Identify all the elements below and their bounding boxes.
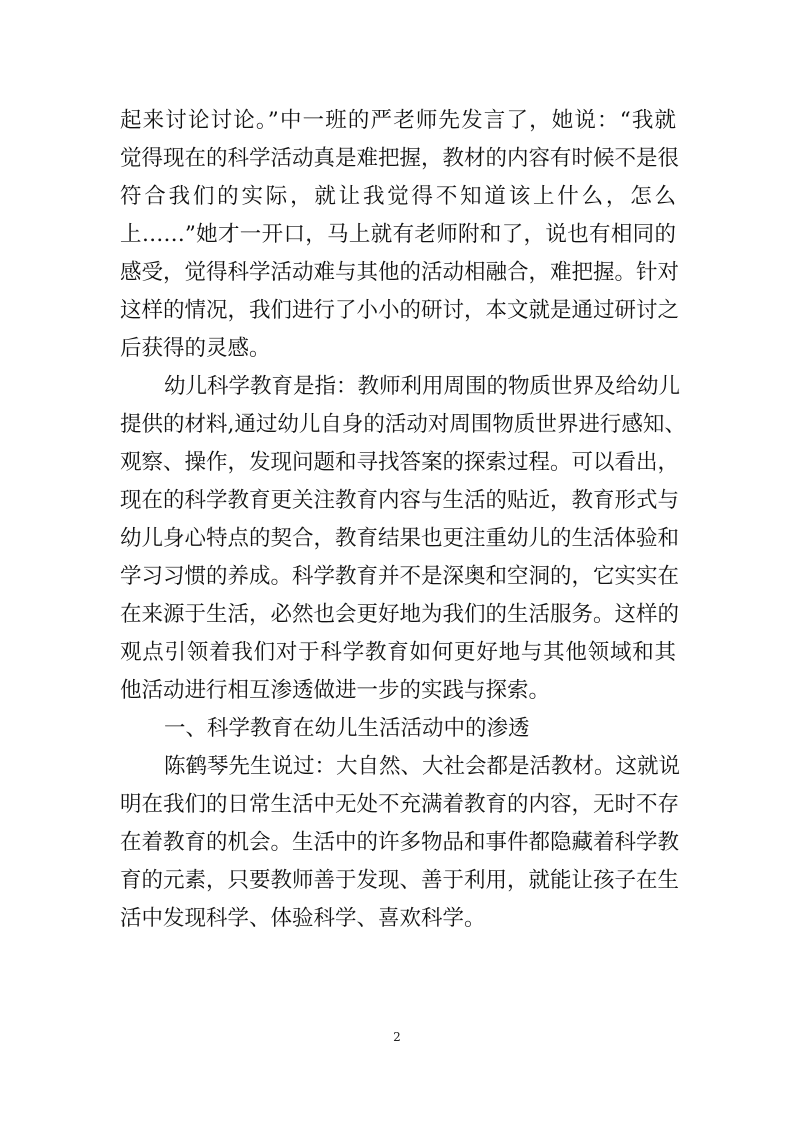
text-line: 后获得的灵感。 xyxy=(120,336,271,361)
text-line: 活中发现科学、体验科学、喜欢科学。 xyxy=(120,906,486,931)
text-line: 陈鹤琴先生说过：大自然、大社会都是活教材。这就说 xyxy=(164,754,681,779)
text-line: 提供的材料,通过幼儿自身的活动对周围物质世界进行感知、 xyxy=(120,412,686,437)
text-line: 符合我们的实际，就让我觉得不知道该上什么，怎么 xyxy=(120,184,676,209)
text-line: 观察、操作，发现问题和寻找答案的探索过程。可以看出， xyxy=(120,450,680,475)
text-line: 这样的情况，我们进行了小小的研讨，本文就是通过研讨之 xyxy=(120,298,680,323)
text-line: 一、科学教育在幼儿生活活动中的渗透 xyxy=(164,716,530,741)
text-line: 在着教育的机会。生活中的许多物品和事件都隐藏着科学教 xyxy=(120,830,680,855)
text-line: 明在我们的日常生活中无处不充满着教育的内容，无时不存 xyxy=(120,792,680,817)
text-line: 在来源于生活，必然也会更好地为我们的生活服务。这样的 xyxy=(120,602,680,627)
page-number: 2 xyxy=(393,1030,401,1044)
body-text xyxy=(120,102,686,938)
text-line: 现在的科学教育更关注教育内容与生活的贴近，教育形式与 xyxy=(120,488,680,513)
text-line: 感受，觉得科学活动难与其他的活动相融合，难把握。针对 xyxy=(120,260,680,285)
text-line: 起来讨论讨论。”中一班的严老师先发言了，她说：“我就 xyxy=(120,108,676,133)
text-line: 育的元素，只要教师善于发现、善于利用，就能让孩子在生 xyxy=(120,868,680,893)
text-line: 上……”她才一开口，马上就有老师附和了，说也有相同的 xyxy=(120,222,676,247)
text-line: 觉得现在的科学活动真是难把握，教材的内容有时候不是很 xyxy=(120,146,680,171)
text-line: 幼儿科学教育是指：教师利用周围的物质世界及给幼儿 xyxy=(164,374,681,399)
text-line: 学习习惯的养成。科学教育并不是深奥和空洞的，它实实在 xyxy=(120,564,680,589)
text-line: 他活动进行相互渗透做进一步的实践与探索。 xyxy=(120,678,551,703)
text-line: 观点引领着我们对于科学教育如何更好地与其他领域和其 xyxy=(120,640,676,665)
text-line: 幼儿身心特点的契合，教育结果也更注重幼儿的生活体验和 xyxy=(120,526,680,551)
